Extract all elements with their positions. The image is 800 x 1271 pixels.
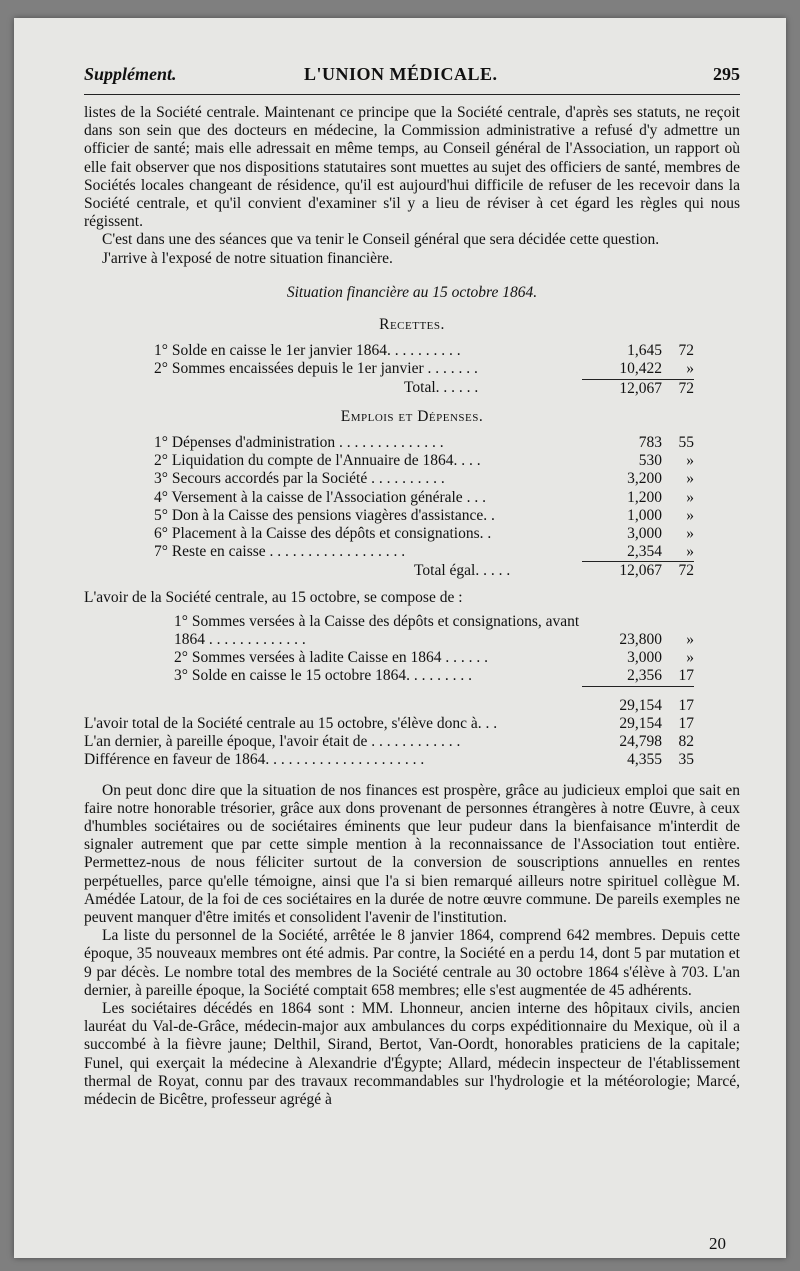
table-row	[154, 434, 694, 452]
total-amount: 12,067	[582, 562, 662, 581]
row-amount: 1,645	[627, 342, 662, 360]
body-text	[84, 104, 740, 1109]
row-label: 3° Solde en caisse le 15 octobre 1864. . . . . . . . .	[174, 667, 473, 685]
avoir-intro: L'avoir de la Société centrale, au 15 octobre, se compose de :	[84, 588, 463, 606]
row-amount: 4,355	[627, 751, 662, 769]
total-row	[154, 562, 694, 581]
paragraph: listes de la Société centrale. Maintenant ce principe que la Société centrale, d'après ses statuts, ne reçoit dans son sein que des docteurs en médecine, la Commission administrative a refusé d'y admettre un officier de santé; mais elle adressait en même temps, au Conseil général de l'Association, un rapport où elle fait observer que nos dispositions statutaires sont muettes au sujet des officiers de santé, membres de Sociétés locales changeant de résidence, qu'il est aujourd'hui difficile de refuser de les recevoir dans la Société centrale, et qu'il convient d'examiner s'il y a lieu de réviser à cet égard les règles qui nous régissent.	[84, 104, 740, 231]
table-row	[154, 360, 694, 379]
row-label: 2° Liquidation du compte de l'Annuaire de 1864. . . .	[154, 452, 481, 470]
row-cents: 72	[678, 342, 694, 360]
recettes-title: Recettes.	[379, 316, 445, 334]
row-amount: 23,800	[619, 631, 662, 649]
summary-table	[84, 715, 694, 770]
row-label: 1° Dépenses d'administration . . . . . . . . . . . . . .	[154, 434, 444, 452]
header-page-number: 295	[713, 64, 740, 84]
header-supplement: Supplément.	[84, 64, 177, 84]
table-row	[84, 715, 694, 733]
situation-title: Situation financière au 15 octobre 1864.	[286, 283, 538, 301]
table-row	[174, 613, 694, 649]
subtotal-amount: 29,154	[582, 686, 662, 715]
row-cents: 55	[678, 434, 694, 452]
row-label: 5° Don à la Caisse des pensions viagères d'assistance. .	[154, 506, 495, 524]
row-amount: 1,000	[627, 506, 662, 524]
row-cents: 17	[678, 667, 694, 685]
paragraph: On peut donc dire que la situation de nos finances est prospère, grâce au judicieux emploi que sait en faire notre honorable trésorier, grâce aux dons provenant de personnes étrangères à notre Œuvre, à ceux d'humbles sociétaires ou de sociétaires éminents que leur pudeur dans la bienfaisance m'interdit de signaler autrement que par cette simple mention à la reconnaissance de l'Association tout entière. Permettez-nous de nous féliciter surtout de la conversion de souscriptions annuelles en rentes perpétuelles, parce qu'elle témoigne, ainsi que l'a si bien remarqué ailleurs notre spirituel collègue M. Amédée Latour, de la foi de ces sociétaires en la durée de notre œuvre commune. De pareils exemples ne peuvent manquer d'être imités et consolident l'avenir de l'institution.	[84, 781, 740, 926]
total-cents: 72	[662, 562, 694, 581]
row-amount: 29,154	[619, 714, 662, 732]
table-row	[84, 751, 694, 769]
table-row	[154, 507, 694, 525]
row-amount: 3,000	[627, 649, 662, 667]
row-cents: 82	[678, 733, 694, 751]
row-amount: 24,798	[619, 733, 662, 751]
row-cents: »	[686, 360, 694, 378]
row-label: 3° Secours accordés par la Société . . . . . . . . . .	[154, 470, 445, 488]
row-label: L'an dernier, à pareille époque, l'avoir était de . . . . . . . . . . . .	[84, 733, 461, 751]
table-row	[154, 489, 694, 507]
row-cents: »	[686, 470, 694, 488]
paragraph: La liste du personnel de la Société, arrêtée le 8 janvier 1864, comprend 642 membres. Depuis cette époque, 35 nouveaux membres ont été admis. Par contre, la Société en a perdu 14, dont 5 par mutation et 9 par décès. Le nombre total des membres de la Société centrale au 30 octobre 1864 s'élève à 703. L'an dernier, à pareille époque, la Société comptait 658 membres; elle s'est augmentée de 45 adhérents.	[84, 927, 740, 999]
row-label: L'avoir total de la Société centrale au 15 octobre, s'élève donc à. . .	[84, 714, 498, 732]
total-label: Total. . . . . .	[404, 379, 479, 397]
row-label: Différence en faveur de 1864. . . . . . . . . . . . . . . . . . . . .	[84, 751, 425, 769]
row-label: 1° Sommes versées à la Caisse des dépôts et consignations, avant 1864 . . . . . . . . . . . . .	[174, 612, 580, 649]
row-cents: »	[686, 543, 694, 561]
row-amount: 3,000	[627, 525, 662, 543]
row-label: 1° Solde en caisse le 1er janvier 1864. . . . . . . . . .	[154, 342, 461, 360]
row-cents: »	[686, 506, 694, 524]
emplois-table	[154, 434, 694, 581]
total-cents: 72	[662, 379, 694, 398]
paragraph: Les sociétaires décédés en 1864 sont : MM. Lhonneur, ancien interne des hôpitaux civils, ancien lauréat du Val-de-Grâce, médecin-major aux ambulances du corps expéditionnaire du Mexique, où il a succombé à la fièvre jaune; Delthil, Sirand, Bertot, Van-Oordt, honorables praticiens de la capitale; Funel, qui exerçait la médecine à Alexandrie d'Égypte; Allard, médecin inspecteur de l'établissement thermal de Royat, connu par des travaux recommandables sur l'hydrologie et la météorologie; Marcé, médecin de Bicêtre, professeur agrégé à	[84, 999, 740, 1108]
total-label: Total égal. . . . .	[414, 561, 511, 579]
row-cents: »	[686, 631, 694, 649]
table-row	[154, 452, 694, 470]
table-row	[174, 667, 694, 686]
header-journal-title: L'UNION MÉDICALE.	[304, 64, 498, 84]
paragraph: J'arrive à l'exposé de notre situation financière.	[102, 249, 393, 267]
subtotal-row	[174, 686, 694, 715]
recettes-table	[154, 342, 694, 398]
row-label: 6° Placement à la Caisse des dépôts et consignations. .	[154, 525, 492, 543]
total-row	[154, 379, 694, 398]
row-amount: 530	[638, 452, 662, 470]
row-amount: 10,422	[619, 360, 662, 378]
table-row	[174, 649, 694, 667]
row-cents: 35	[678, 751, 694, 769]
header-rule	[84, 94, 740, 95]
table-row	[154, 543, 694, 562]
row-amount: 2,354	[627, 543, 662, 561]
table-row	[154, 342, 694, 360]
table-row	[154, 525, 694, 543]
row-label: 2° Sommes versées à ladite Caisse en 1864 . . . . . .	[174, 649, 488, 667]
running-header	[84, 60, 740, 90]
row-amount: 783	[638, 434, 662, 452]
row-amount: 3,200	[627, 470, 662, 488]
row-cents: »	[686, 488, 694, 506]
row-label: 4° Versement à la caisse de l'Association générale . . .	[154, 488, 486, 506]
emplois-title: Emplois et Dépenses.	[340, 407, 484, 425]
signature-mark: 20	[709, 1234, 726, 1253]
avoir-table	[174, 613, 694, 715]
row-label: 7° Reste en caisse . . . . . . . . . . . . . . . . . .	[154, 543, 406, 561]
table-row	[154, 470, 694, 488]
subtotal-cents: 17	[662, 686, 694, 715]
page	[14, 18, 786, 1258]
row-cents: »	[686, 649, 694, 667]
row-label: 2° Sommes encaissées depuis le 1er janvier . . . . . . .	[154, 360, 478, 378]
total-amount: 12,067	[582, 379, 662, 398]
row-cents: »	[686, 452, 694, 470]
row-amount: 2,356	[627, 667, 662, 685]
table-row	[84, 733, 694, 751]
paragraph: C'est dans une des séances que va tenir le Conseil général que sera décidée cette question.	[102, 231, 660, 249]
row-cents: 17	[678, 714, 694, 732]
row-cents: »	[686, 525, 694, 543]
row-amount: 1,200	[627, 488, 662, 506]
